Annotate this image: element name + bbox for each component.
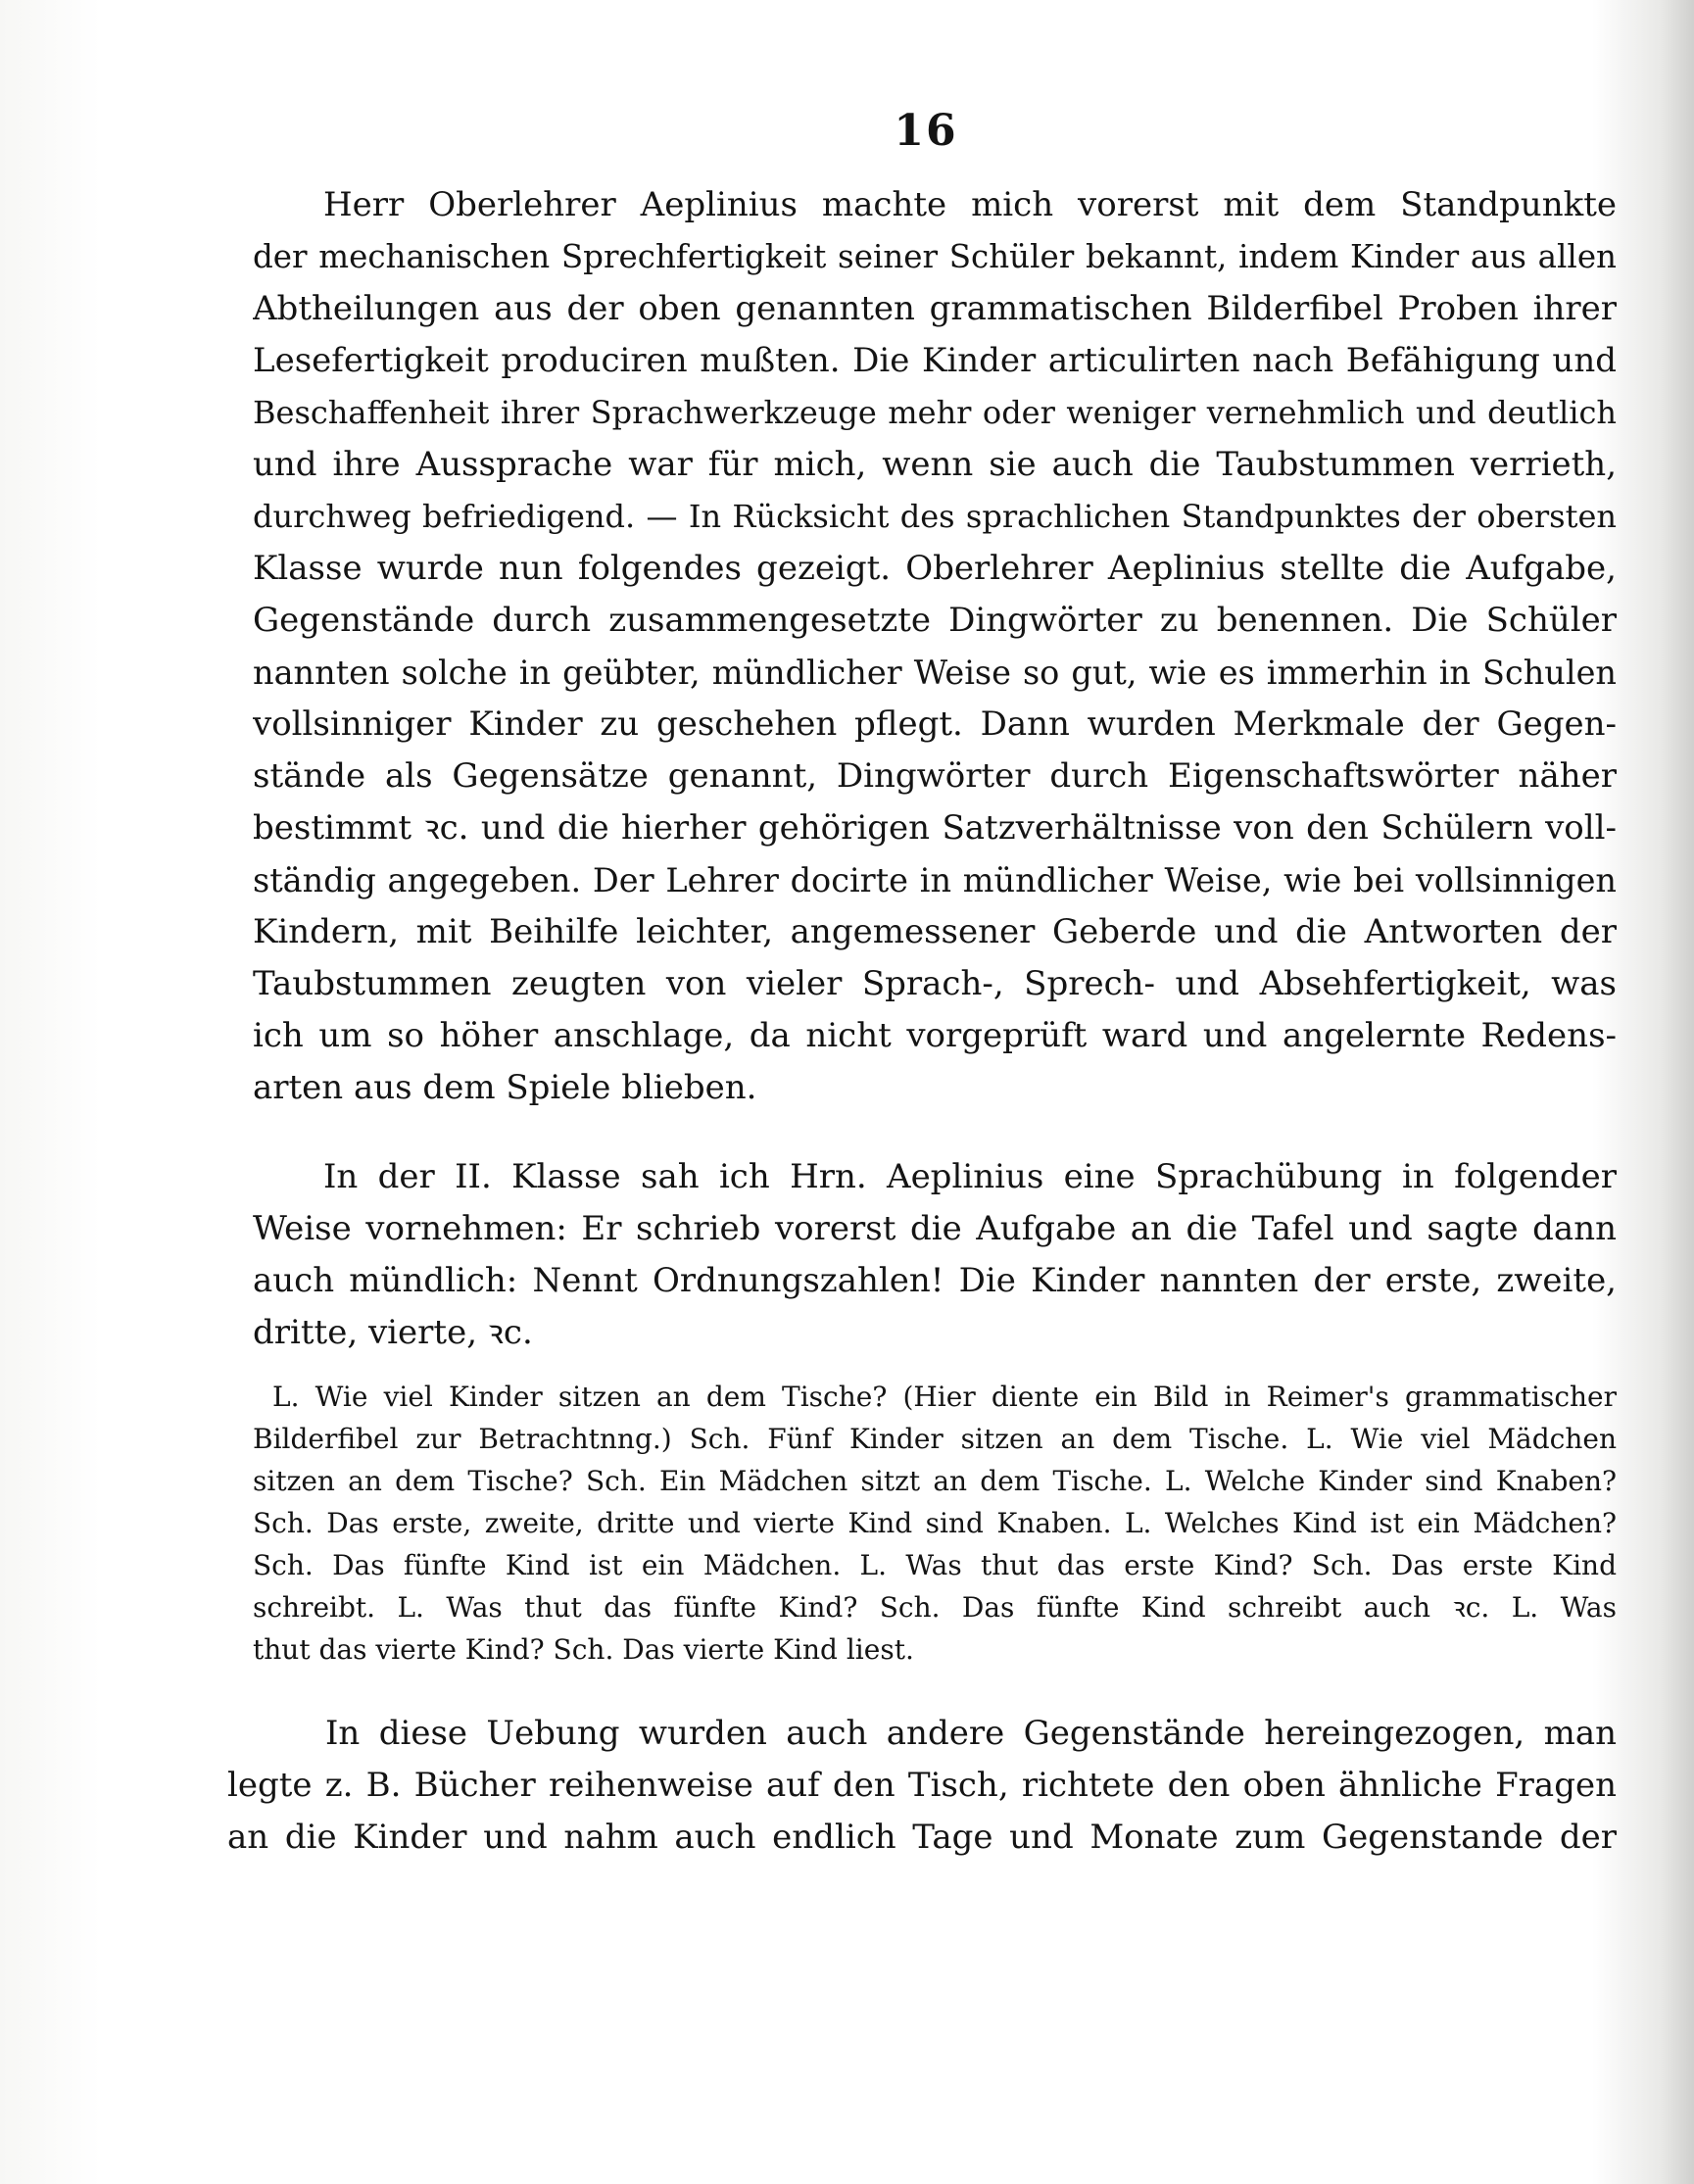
text-line: ständig angegeben. Der Lehrer docirte in mündlicher Weise, wie bei vollsinnigen — [253, 861, 1617, 899]
text-line: Lesefertigkeit produciren mußten. Die Kinder articulirten nach Befähigung und — [253, 341, 1617, 380]
dialogue-line: Sch. Das erste, zweite, dritte und vierte Kind sind Knaben. L. Welches Kind ist ein Mädchen? — [253, 1507, 1617, 1539]
text-line: durchweg befriedigend. — In Rücksicht des sprachlichen Standpunktes der obersten — [253, 498, 1617, 535]
text-line: Gegenstände durch zusammengesetzte Dingwörter zu benennen. Die Schüler — [253, 601, 1617, 640]
dialogue-line: Bilderfibel zur Betrachtnng.) Sch. Fünf Kinder sitzen an dem Tische. L. Wie viel Mädchen — [253, 1423, 1617, 1455]
text-line: stände als Gegensätze genannt, Dingwörter durch Eigenschaftswörter näher — [253, 756, 1617, 796]
text-line: nannten solche in geübter, mündlicher Weise so gut, wie es immerhin in Schulen — [253, 654, 1617, 692]
text-line: Kindern, mit Beihilfe leichter, angemessener Geberde und die Antworten der — [253, 912, 1617, 951]
dialogue-line: Sch. Das fünfte Kind ist ein Mädchen. L. Was thut das erste Kind? Sch. Das erste Kind — [253, 1549, 1617, 1581]
text-line: an die Kinder und nahm auch endlich Tage und Monate zum Gegenstande der — [227, 1818, 1617, 1857]
paragraph-exercise — [227, 1708, 1617, 1864]
text-line: Abtheilungen aus der oben genannten grammatischen Bilderfibel Proben ihrer — [253, 289, 1617, 328]
text-line: vollsinniger Kinder zu geschehen pflegt. Dann wurden Merkmale der Gegen- — [253, 704, 1617, 744]
text-line: auch mündlich: Nennt Ordnungszahlen! Die Kinder nannten der erste, zweite, — [253, 1261, 1617, 1300]
dialogue-excerpt — [253, 1376, 1617, 1671]
paragraph-class-two — [253, 1151, 1617, 1359]
text-line: Herr Oberlehrer Aeplinius machte mich vorerst mit dem Standpunkte — [323, 185, 1617, 224]
text-line: ich um so höher anschlage, da nicht vorgeprüft ward und angelernte Redens- — [253, 1016, 1617, 1055]
dialogue-line: schreibt. L. Was thut das fünfte Kind? Sch. Das fünfte Kind schreibt auch ꝛc. L. Was — [253, 1591, 1617, 1624]
dialogue-line: L. Wie viel Kinder sitzen an dem Tische? (Hier diente ein Bild in Reimer's grammatischer — [272, 1381, 1617, 1413]
paragraph-standpoint — [253, 179, 1617, 1114]
text-line: In diese Uebung wurden auch andere Gegenstände hereingezogen, man — [325, 1714, 1617, 1753]
text-line: Weise vornehmen: Er schrieb vorerst die Aufgabe an die Tafel und sagte dann — [253, 1209, 1617, 1248]
text-line: dritte, vierte, ꝛc. — [253, 1313, 533, 1352]
text-line: Klasse wurde nun folgendes gezeigt. Oberlehrer Aeplinius stellte die Aufgabe, — [253, 549, 1617, 588]
text-line: der mechanischen Sprechfertigkeit seiner Schüler bekannt, indem Kinder aus allen — [253, 238, 1617, 275]
text-line: In der II. Klasse sah ich Hrn. Aeplinius eine Sprachübung in folgender — [323, 1157, 1617, 1196]
text-line: arten aus dem Spiele blieben. — [253, 1068, 757, 1107]
dialogue-line: thut das vierte Kind? Sch. Das vierte Kind liest. — [253, 1633, 914, 1666]
dialogue-line: sitzen an dem Tische? Sch. Ein Mädchen sitzt an dem Tische. L. Welche Kinder sind Knaben? — [253, 1465, 1617, 1497]
text-line: Taubstummen zeugten von vieler Sprach-, Sprech- und Absehfertigkeit, was — [253, 964, 1617, 1003]
text-line: Beschaffenheit ihrer Sprachwerkzeuge mehr oder weniger vernehmlich und deutlich — [253, 394, 1617, 431]
text-line: und ihre Aussprache war für mich, wenn sie auch die Taubstummen verrieth, — [253, 445, 1617, 484]
text-line: bestimmt ꝛc. und die hierher gehörigen Satzverhältnisse von den Schülern voll- — [253, 808, 1617, 848]
page-number: 16 — [894, 106, 958, 156]
text-line: legte z. B. Bücher reihenweise auf den Tisch, richtete den oben ähnliche Fragen — [227, 1766, 1617, 1805]
